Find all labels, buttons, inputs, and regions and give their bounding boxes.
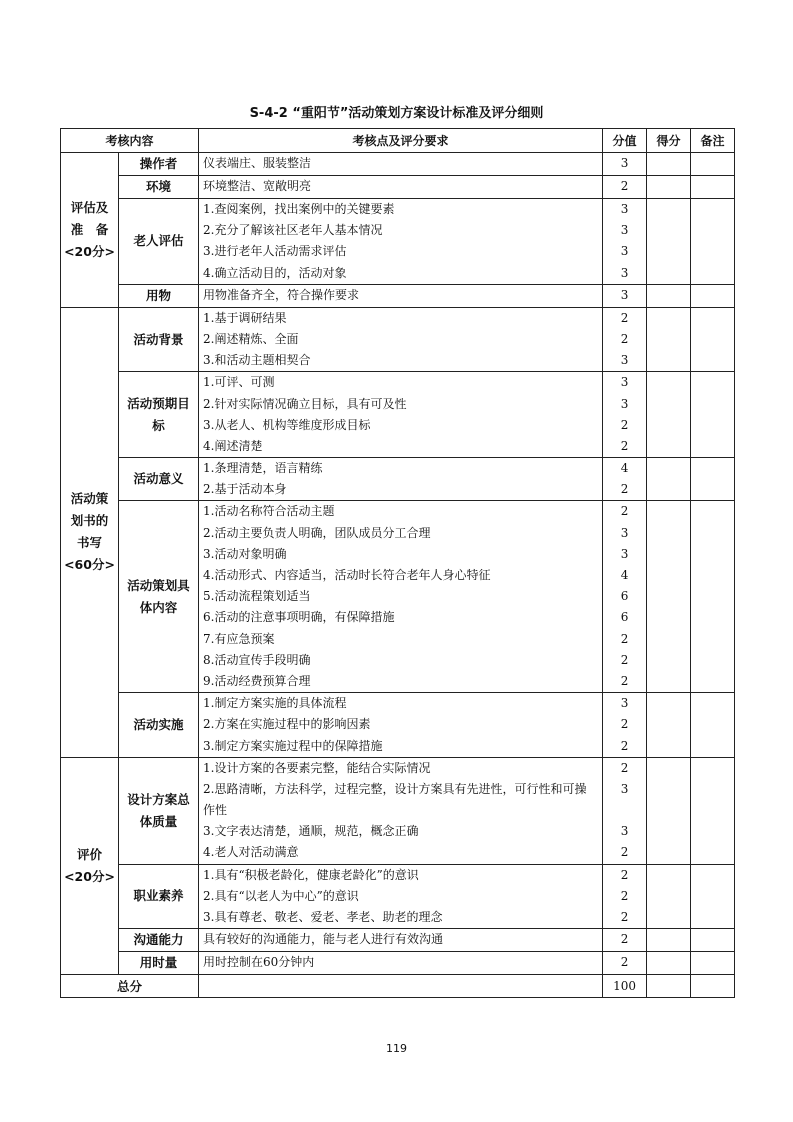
subcategory-cell	[119, 693, 199, 758]
total-got	[647, 975, 691, 998]
criterion-score: 3	[620, 696, 629, 711]
group-row	[61, 284, 735, 307]
got-cell	[647, 153, 691, 176]
category-line: <20分>	[64, 868, 115, 884]
subcategory-label: 职业素养	[133, 888, 184, 904]
criterion-score: 2	[620, 867, 629, 882]
group-row	[61, 501, 735, 693]
subcategory-cell	[119, 864, 199, 929]
score-cell	[603, 284, 647, 307]
criterion-score: 2	[620, 888, 629, 903]
table-header-row	[61, 129, 735, 153]
criterion-score: 2	[620, 331, 629, 346]
criterion-text: 1.基于调研结果	[203, 310, 287, 325]
subcategory-label: 活动预期目标	[127, 395, 190, 433]
score-cell	[603, 153, 647, 176]
criterion-score: 3	[620, 156, 629, 170]
criterion-score: 3	[620, 287, 629, 302]
remark-cell	[691, 757, 735, 864]
header-content: 考核内容	[61, 129, 199, 153]
criterion-text: 2.阐述精炼、全面	[203, 331, 299, 346]
criterion-text: 1.制定方案实施的具体流程	[203, 696, 347, 711]
criterion-text: 4.确立活动目的，活动对象	[203, 265, 347, 280]
category-line: 书写	[76, 535, 102, 551]
criterion-text: 4.阐述清楚	[203, 438, 263, 453]
remark-cell	[691, 952, 735, 975]
category-line: 划书的	[70, 513, 109, 529]
score-cell	[603, 864, 647, 929]
criteria-cell	[199, 199, 603, 285]
criterion-score: 2	[620, 310, 629, 325]
subcategory-cell	[119, 757, 199, 864]
group-row	[61, 693, 735, 758]
category-line: 评估及	[70, 199, 109, 215]
total-label: 总分	[61, 975, 199, 998]
criterion-score: 2	[620, 760, 629, 775]
got-cell	[647, 757, 691, 864]
criterion-text: 1.条理清楚，语言精练	[203, 461, 323, 476]
remark-cell	[691, 153, 735, 176]
criterion-text: 2.活动主要负责人明确，团队成员分工合理	[203, 525, 431, 540]
criteria-cell	[199, 153, 603, 176]
criterion-score: 2	[620, 673, 629, 688]
criterion-score: 2	[620, 652, 629, 667]
category-cell	[61, 307, 119, 757]
criteria-cell	[199, 952, 603, 975]
criterion-score: 2	[620, 932, 629, 947]
category-cell	[61, 757, 119, 975]
subcategory-cell	[119, 952, 199, 975]
got-cell	[647, 929, 691, 952]
got-cell	[647, 864, 691, 929]
total-row	[61, 975, 735, 998]
criterion-score: 2	[620, 438, 629, 453]
criteria-cell	[199, 458, 603, 501]
subcategory-cell	[119, 199, 199, 285]
score-cell	[603, 929, 647, 952]
criterion-text: 1.设计方案的各要素完整，能结合实际情况	[203, 760, 431, 775]
criterion-text: 6.活动的注意事项明确，有保障措施	[203, 610, 395, 625]
table-body	[61, 153, 735, 975]
category-line: 评价	[76, 846, 102, 862]
criterion-score: 3	[620, 202, 629, 216]
criteria-cell	[199, 757, 603, 864]
criterion-score: 3	[620, 396, 629, 411]
got-cell	[647, 458, 691, 501]
criteria-cell	[199, 284, 603, 307]
criterion-text: 7.有应急预案	[203, 631, 275, 646]
criterion-text: 用时控制在60分钟内	[203, 955, 315, 970]
score-cell	[603, 307, 647, 372]
criteria-cell	[199, 864, 603, 929]
criterion-text: 2.方案在实施过程中的影响因素	[203, 717, 371, 732]
group-row	[61, 199, 735, 285]
got-cell	[647, 199, 691, 285]
criterion-text: 3.进行老年人活动需求评估	[203, 244, 347, 259]
criteria-cell	[199, 176, 603, 199]
subcategory-label: 活动实施	[133, 716, 184, 732]
subcategory-label: 活动策划具体内容	[127, 577, 190, 615]
criterion-score: 2	[620, 955, 629, 970]
criterion-score: 3	[620, 525, 629, 540]
subcategory-cell	[119, 372, 199, 458]
criterion-text: 9.活动经费预算合理	[203, 673, 311, 688]
category-line: 活动策	[70, 491, 109, 507]
subcategory-label: 沟通能力	[133, 932, 184, 948]
category-line: 准 备	[70, 221, 109, 237]
criterion-text: 用物准备齐全，符合操作要求	[203, 287, 360, 302]
criterion-score: 3	[620, 546, 629, 561]
subcategory-label: 设计方案总体质量	[127, 791, 190, 829]
remark-cell	[691, 176, 735, 199]
score-cell	[603, 458, 647, 501]
remark-cell	[691, 372, 735, 458]
subcategory-label: 环境	[146, 179, 172, 194]
criterion-text: 4.活动形式、内容适当，活动时长符合老年人身心特征	[203, 568, 491, 582]
group-row	[61, 458, 735, 501]
got-cell	[647, 307, 691, 372]
score-cell	[603, 757, 647, 864]
category-line: <60分>	[64, 557, 115, 573]
subcategory-cell	[119, 176, 199, 199]
total-remark	[691, 975, 735, 998]
got-cell	[647, 372, 691, 458]
subcategory-label: 操作者	[139, 156, 178, 171]
page-title: S-4-2 “重阳节”活动策划方案设计标准及评分细则	[249, 106, 544, 121]
group-row	[61, 757, 735, 864]
remark-cell	[691, 284, 735, 307]
group-row	[61, 307, 735, 372]
criterion-score: 2	[620, 482, 629, 497]
remark-cell	[691, 693, 735, 758]
header-points: 考核点及评分要求	[199, 129, 603, 153]
score-cell	[603, 952, 647, 975]
got-cell	[647, 501, 691, 693]
criterion-text: 3.制定方案实施过程中的保障措施	[203, 738, 383, 753]
criterion-text: 3.活动对象明确	[203, 546, 287, 561]
score-cell	[603, 693, 647, 758]
criterion-text: 具有较好的沟通能力，能与老人进行有效沟通	[203, 932, 444, 947]
page-number: 119	[386, 1042, 407, 1055]
criterion-text: 8.活动宣传手段明确	[203, 652, 311, 667]
remark-cell	[691, 458, 735, 501]
group-row	[61, 176, 735, 199]
group-row	[61, 952, 735, 975]
criterion-text: 1.具有“积极老龄化，健康老龄化”的意识	[203, 867, 419, 882]
criterion-score: 3	[620, 244, 629, 259]
criterion-text: 3.和活动主题相契合	[203, 353, 311, 368]
criterion-score: 2	[620, 910, 629, 925]
score-cell	[603, 176, 647, 199]
subcategory-cell	[119, 458, 199, 501]
got-cell	[647, 284, 691, 307]
criterion-score: 3	[620, 223, 629, 238]
criterion-text: 3.具有尊老、敬老、爱老、孝老、助老的理念	[203, 910, 443, 925]
criterion-score: 2	[620, 845, 629, 860]
remark-cell	[691, 864, 735, 929]
group-row	[61, 929, 735, 952]
criterion-text: 2.基于活动本身	[203, 482, 287, 497]
got-cell	[647, 693, 691, 758]
header-got: 得分	[647, 129, 691, 153]
criterion-score: 4	[620, 568, 629, 582]
score-cell	[603, 372, 647, 458]
criterion-score: 2	[620, 738, 629, 753]
criterion-text: 5.活动流程策划适当	[203, 589, 311, 604]
criteria-cell	[199, 693, 603, 758]
criterion-text: 4.老人对活动满意	[203, 845, 299, 860]
subcategory-label: 用时量	[139, 955, 178, 971]
criterion-score: 2	[620, 717, 629, 732]
criterion-score: 2	[620, 179, 629, 193]
criterion-text: 2.具有“以老人为中心”的意识	[203, 888, 359, 903]
criteria-cell	[199, 501, 603, 693]
criterion-text: 3.从老人、机构等维度形成目标	[203, 417, 371, 432]
subcategory-cell	[119, 929, 199, 952]
category-line: <20分>	[64, 243, 115, 259]
criterion-score: 3	[620, 353, 629, 368]
criterion-score: 4	[620, 461, 629, 476]
criterion-score: 2	[620, 631, 629, 646]
subcategory-label: 老人评估	[133, 233, 184, 249]
criterion-score: 2	[620, 417, 629, 432]
header-score: 分值	[603, 129, 647, 153]
group-row	[61, 153, 735, 176]
criterion-text: 仪表端庄、服装整洁	[203, 156, 312, 170]
criterion-text: 3.文字表达清楚，通顺，规范，概念正确	[203, 824, 419, 839]
group-row	[61, 864, 735, 929]
subcategory-label: 活动背景	[133, 331, 184, 347]
criterion-text: 2.针对实际情况确立目标，具有可及性	[203, 396, 407, 411]
remark-cell	[691, 501, 735, 693]
got-cell	[647, 176, 691, 199]
group-row	[61, 372, 735, 458]
criterion-text: 环境整洁、宽敞明亮	[203, 179, 312, 193]
score-cell	[603, 501, 647, 693]
criteria-cell	[199, 929, 603, 952]
criterion-score: 2	[620, 504, 629, 519]
got-cell	[647, 952, 691, 975]
remark-cell	[691, 929, 735, 952]
header-remark: 备注	[691, 129, 735, 153]
criterion-score: 3	[620, 781, 629, 796]
criteria-cell	[199, 372, 603, 458]
criterion-score: 3	[620, 375, 629, 390]
subcategory-label: 用物	[146, 287, 172, 303]
score-cell	[603, 199, 647, 285]
criterion-text: 2.思路清晰，方法科学，过程完整，设计方案具有先进性，可行性和可操作性	[203, 781, 587, 818]
criterion-score: 6	[620, 610, 629, 625]
criterion-score: 3	[620, 824, 629, 839]
subcategory-cell	[119, 307, 199, 372]
criterion-text: 1.可评、可测	[203, 375, 275, 390]
criteria-cell	[199, 307, 603, 372]
subcategory-cell	[119, 501, 199, 693]
category-cell	[61, 153, 119, 308]
remark-cell	[691, 307, 735, 372]
remark-cell	[691, 199, 735, 285]
subcategory-cell	[119, 153, 199, 176]
total-score: 100	[603, 975, 647, 998]
subcategory-label: 活动意义	[133, 471, 184, 487]
criterion-score: 6	[620, 589, 629, 604]
subcategory-cell	[119, 284, 199, 307]
criterion-text: 2.充分了解该社区老年人基本情况	[203, 223, 383, 238]
criterion-text: 1.查阅案例，找出案例中的关键要素	[203, 202, 395, 216]
criterion-text: 1.活动名称符合活动主题	[203, 504, 335, 519]
total-blank	[199, 975, 603, 998]
scoring-table	[60, 128, 735, 998]
criterion-score: 3	[620, 265, 629, 280]
